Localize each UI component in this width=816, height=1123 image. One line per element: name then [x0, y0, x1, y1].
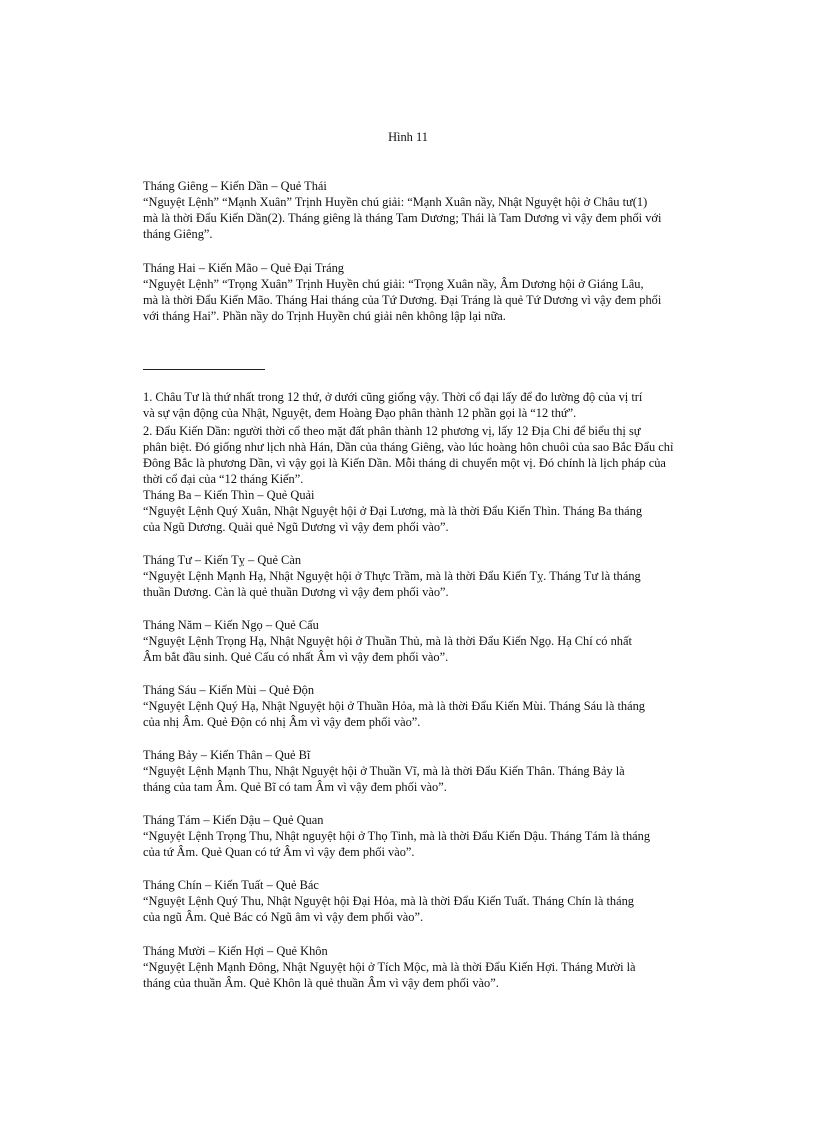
footnote-line: phân biệt. Đó giống như lịch nhà Hán, Dần của tháng Giêng, vào lúc hoàng hôn chuôi của sao Bắc Đẩu chỉ [143, 440, 674, 454]
footnote-separator [143, 369, 265, 370]
section-line: “Nguyệt Lệnh Quý Thu, Nhật Nguyệt hội Đại Hỏa, mà là thời Đẩu Kiến Tuất. Tháng Chín là tháng [143, 894, 634, 908]
section-heading: Tháng Chín – Kiến Tuất – Quẻ Bác [143, 878, 319, 892]
section-line: tháng Giêng”. [143, 227, 213, 241]
section-heading: Tháng Giêng – Kiến Dần – Quẻ Thái [143, 179, 327, 193]
section-heading: Tháng Năm – Kiến Ngọ – Quẻ Cấu [143, 618, 319, 632]
section-thang-gieng [143, 178, 698, 242]
section-heading: Tháng Tư – Kiến Tỵ – Quẻ Càn [143, 553, 302, 567]
section-thang-tam [143, 812, 698, 860]
page-title: Hình 11 [388, 130, 428, 144]
footnote-line: 2. Đẩu Kiến Dần: người thời cổ theo mặt đất phân thành 12 phương vị, lấy 12 Địa Chi để biểu thị sự [143, 424, 641, 438]
footnote-line: 1. Châu Tư là thứ nhất trong 12 thứ, ở dưới cũng giống vậy. Thời cổ đại lấy để đo lường độ của vị trí [143, 390, 643, 404]
section-line: “Nguyệt Lệnh Mạnh Hạ, Nhật Nguyệt hội ở Thực Trầm, mà là thời Đẩu Kiến Tỵ. Tháng Tư là tháng [143, 569, 641, 583]
section-thang-sau [143, 682, 698, 730]
section-line: thuần Dương. Càn là quẻ thuần Dương vì vậy đem phối vào”. [143, 585, 449, 599]
footnote-line: và sự vận động của Nhật, Nguyệt, đem Hoàng Đạo phân thành 12 phần gọi là “12 thứ”. [143, 406, 577, 420]
section-line: “Nguyệt Lệnh Trọng Thu, Nhật nguyệt hội ở Thọ Tinh, mà là thời Đẩu Kiến Dậu. Tháng Tám là tháng [143, 829, 651, 843]
section-line: “Nguyệt Lệnh Quý Hạ, Nhật Nguyệt hội ở Thuần Hỏa, mà là thời Đẩu Kiến Mùi. Tháng Sáu là tháng [143, 699, 645, 713]
footnote-line: thời cổ đại của “12 tháng Kiến”. [143, 472, 304, 486]
section-thang-chin [143, 877, 698, 925]
section-thang-tu [143, 552, 698, 600]
section-line: của ngũ Âm. Quẻ Bác có Ngũ âm vì vậy đem phối vào”. [143, 910, 424, 924]
footnote-1 [143, 389, 698, 421]
section-thang-ba [143, 487, 698, 535]
section-heading: Tháng Tám – Kiến Dậu – Quẻ Quan [143, 813, 324, 827]
section-thang-muoi [143, 943, 698, 991]
section-line: “Nguyệt Lệnh Mạnh Thu, Nhật Nguyệt hội ở Thuần Vĩ, mà là thời Đẩu Kiến Thân. Tháng Bảy là [143, 764, 625, 778]
section-line: “Nguyệt Lệnh” “Trọng Xuân” Trịnh Huyền chú giải: “Trọng Xuân nầy, Âm Dương hội ở Giáng Lâu, [143, 277, 644, 291]
section-line: mà là thời Đẩu Kiến Mão. Tháng Hai tháng của Tứ Dương. Đại Tráng là quẻ Tứ Dương vì vậy đem phối [143, 293, 662, 307]
section-heading: Tháng Hai – Kiến Mão – Quẻ Đại Tráng [143, 261, 344, 275]
section-thang-bay [143, 747, 698, 795]
section-line: tháng của tam Âm. Quẻ Bĩ có tam Âm vì vậy đem phối vào”. [143, 780, 447, 794]
section-heading: Tháng Mười – Kiến Hợi – Quẻ Khôn [143, 944, 328, 958]
section-line: “Nguyệt Lệnh Mạnh Đông, Nhật Nguyệt hội ở Tích Mộc, mà là thời Đẩu Kiến Hợi. Tháng Mười là [143, 960, 636, 974]
section-line: của Ngũ Dương. Quải quẻ Ngũ Dương vì vậy đem phối vào”. [143, 520, 449, 534]
section-line: của nhị Âm. Quẻ Độn có nhị Âm vì vậy đem phối vào”. [143, 715, 421, 729]
section-heading: Tháng Ba – Kiến Thìn – Quẻ Quải [143, 488, 315, 502]
section-line: “Nguyệt Lệnh” “Mạnh Xuân” Trịnh Huyền chú giải: “Mạnh Xuân nầy, Nhật Nguyệt hội ở Châu tư(1) [143, 195, 648, 209]
section-heading: Tháng Sáu – Kiến Mùi – Quẻ Độn [143, 683, 315, 697]
section-line: tháng của thuần Âm. Quẻ Khôn là quẻ thuần Âm vì vậy đem phối vào”. [143, 976, 499, 990]
section-line: “Nguyệt Lệnh Trọng Hạ, Nhật Nguyệt hội ở Thuần Thủ, mà là thời Đẩu Kiến Ngọ. Hạ Chí có nhất [143, 634, 632, 648]
section-thang-nam [143, 617, 698, 665]
section-line: “Nguyệt Lệnh Quý Xuân, Nhật Nguyệt hội ở Đại Lương, mà là thời Đẩu Kiến Thìn. Tháng Ba tháng [143, 504, 643, 518]
section-line: mà là thời Đẩu Kiến Dần(2). Tháng giêng là tháng Tam Dương; Thái là Tam Dương vì vậy đem phối với [143, 211, 662, 225]
section-line: Âm bắt đầu sinh. Quẻ Cấu có nhất Âm vì vậy đem phối vào”. [143, 650, 449, 664]
section-line: với tháng Hai”. Phần nầy do Trịnh Huyền chú giải nên không lập lại nữa. [143, 309, 506, 323]
footnote-line: Đông Bắc là phương Dần, vì vậy gọi là Kiến Dần. Mỗi tháng di chuyển một vị. Đó chính là lịch pháp của [143, 456, 666, 470]
section-line: của tứ Âm. Quẻ Quan có tứ Âm vì vậy đem phối vào”. [143, 845, 415, 859]
footnote-2 [143, 423, 698, 487]
section-thang-hai [143, 260, 698, 324]
section-heading: Tháng Bảy – Kiến Thân – Quẻ Bĩ [143, 748, 311, 762]
